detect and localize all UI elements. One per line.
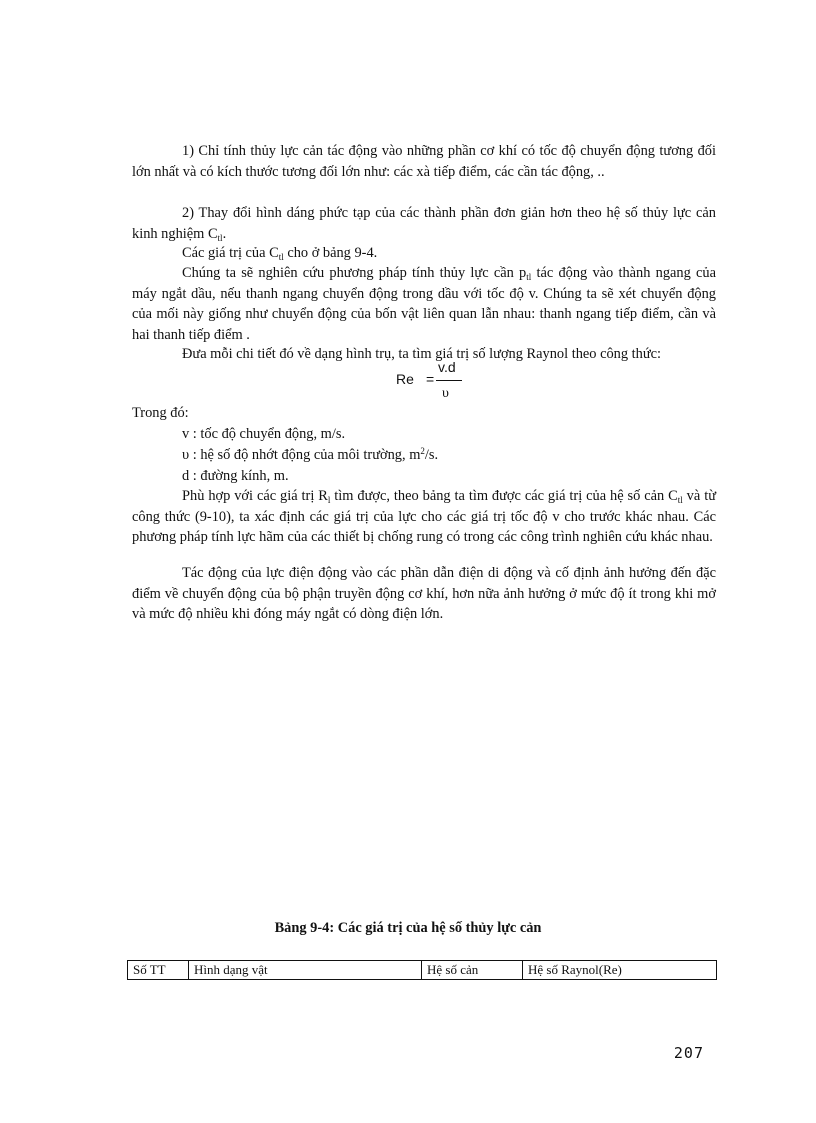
definition-v: v : tốc độ chuyển động, m/s. [182,426,346,442]
paragraph-5: Đưa mỗi chi tiết đó về dạng hình trụ, ta tìm giá trị số lượng Raynol theo công thức: [182,346,662,362]
definition-upsilon: υ : hệ số độ nhớt động của môi trường, $m^2/s$. [182,446,439,463]
header-cell-reynolds: Hệ số Raynol(Re) [523,961,717,980]
table-caption: Bảng 9-4: Các giá trị của hệ số thủy lực cản [274,920,542,936]
header-cell-no: Số TT [128,961,189,980]
header-cell-drag: Hệ số cản [422,961,523,980]
table-header-row [128,961,717,980]
paragraph-7: Tác động của lực điện động vào các phần dẫn điện di động và cố định ảnh hưởng đến đặc điểm về chuyển động của bộ phận truyền động cơ khí, hơn nữa ảnh hưởng ở mức độ ít trong khi mở và mức độ nhiều khi đóng máy ngắt có dòng điện lớn. [132,565,716,622]
paragraph-3: Các giá trị của $C_{tl}$ cho ở bảng 9-4. [182,245,378,262]
header-cell-shape: Hình dạng vật [189,961,422,980]
formula-equals: = [426,371,435,387]
coefficient-table [127,960,717,980]
reynolds-formula [396,359,476,404]
paragraph-6: Phù hợp với các giá trị $R_l$ tìm được, theo bảng ta tìm được các giá trị của hệ số cản $C_{tl}$ và từ công thức (9-10), ta xác định các giá trị của lực cho các giá trị tốc độ v cho trước khác nhau. Các phương pháp tính lực hãm của các thiết bị chống rung có trong các công trình nghiên cứu khác nhau. [132,488,716,545]
formula-lhs: Re [396,371,414,387]
formula-numerator: v.d [438,359,456,375]
fraction-bar [436,380,462,381]
formula-denominator: υ [442,386,449,401]
definition-d: d : đường kính, m. [182,468,289,484]
paragraph-4: Chúng ta sẽ nghiên cứu phương pháp tính thủy lực cần $p_{tl}$ tác động vào thành ngang của máy ngắt dầu, nếu thanh ngang chuyển động trong dầu với tốc độ v. Chúng ta sẽ xét chuyển động của mối này giống như chuyển động của bốn vật liên quan lẫn nhau: thanh ngang tiếp điểm, cần và hai thanh tiếp điểm . [132,265,716,343]
paragraph-2: 2) Thay đổi hình dáng phức tạp của các thành phần đơn giản hơn theo hệ số thủy lực cản kinh nghiệm $C_{tl}$. [132,205,716,243]
paragraph-1: 1) Chỉ tính thủy lực cản tác động vào những phần cơ khí có tốc độ chuyển động tương đối lớn nhất và có kích thước tương đối lớn như: các xà tiếp điểm, các cần tác động, .. [132,143,716,180]
where-label: Trong đó: [132,405,189,421]
page-number: 207 [673,1044,704,1062]
